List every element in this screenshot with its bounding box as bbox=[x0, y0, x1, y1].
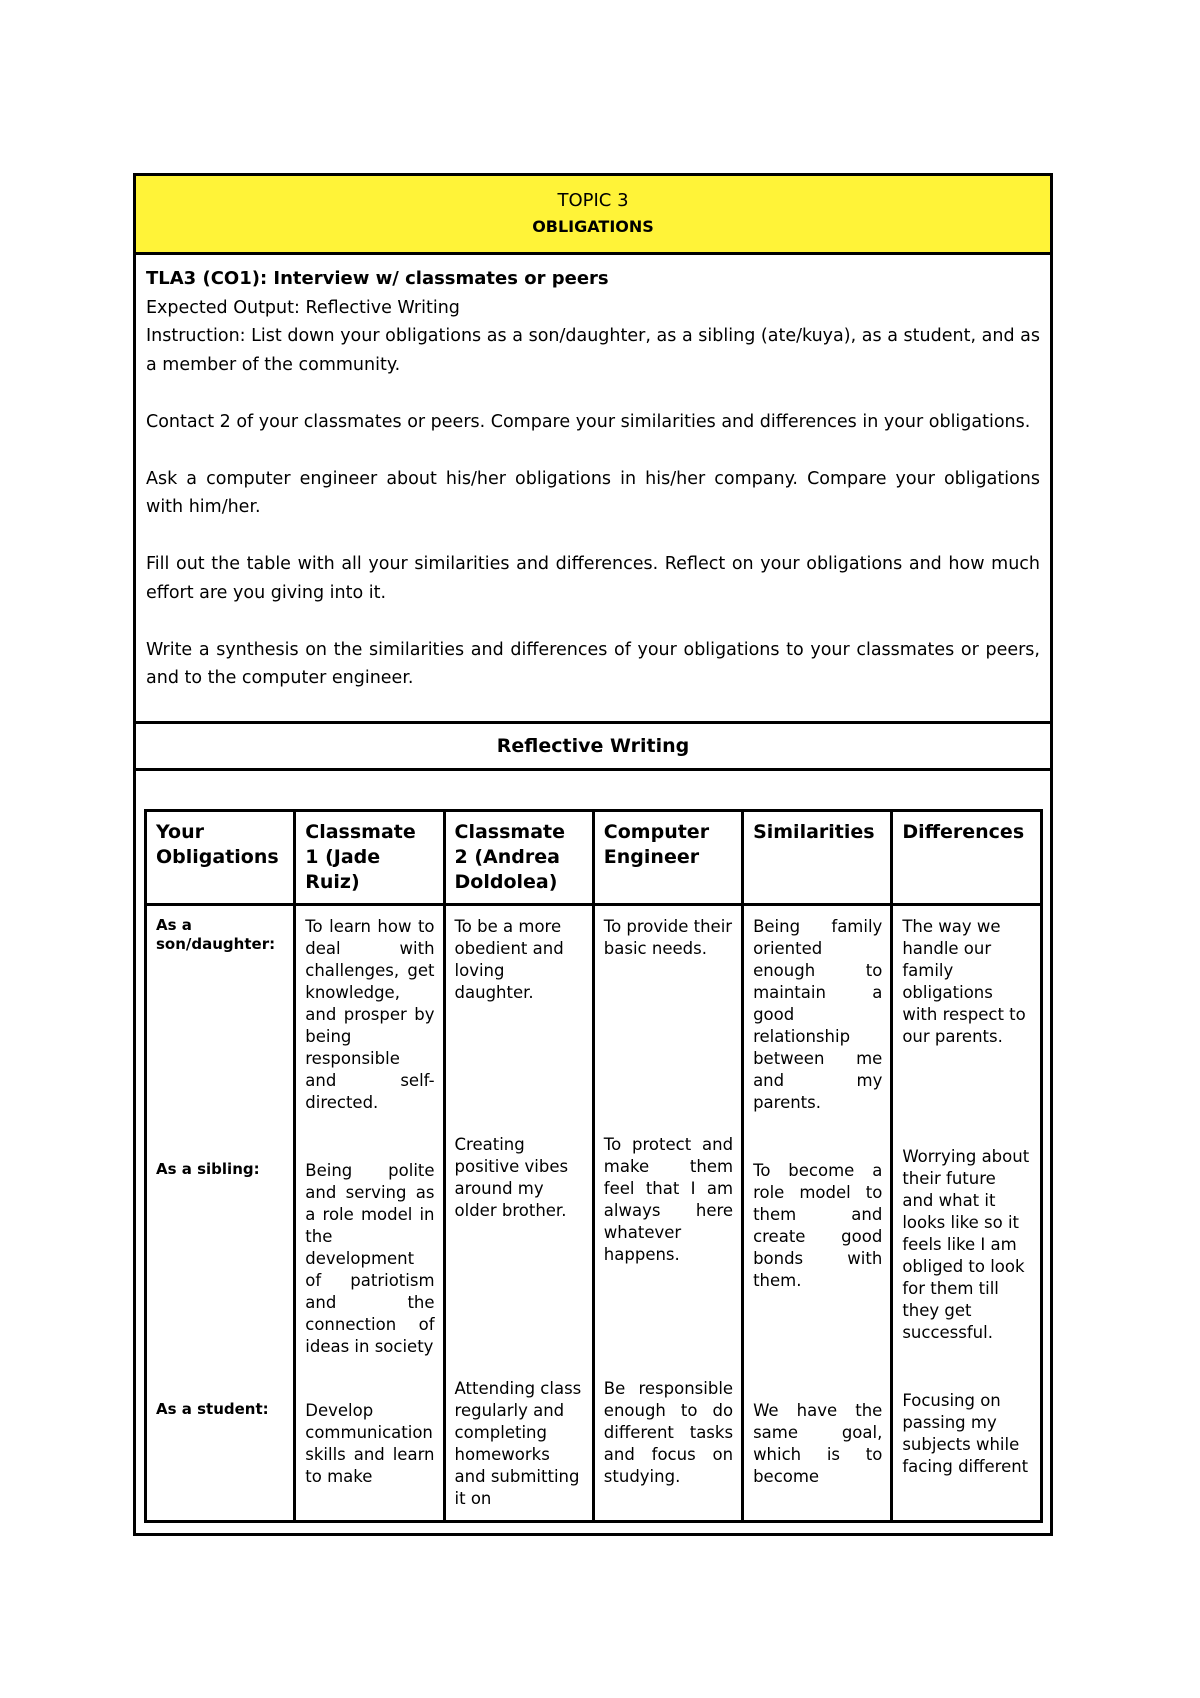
cell-classmate-1: Being polite and serving as a role model in the development of patriotism and the connection of ideas in society bbox=[295, 1124, 444, 1368]
header-classmate-1: Classmate 1 (Jade Ruiz) bbox=[295, 810, 444, 904]
cell-engineer: Be responsible enough to do different tasks and focus on studying. bbox=[593, 1368, 742, 1522]
obligations-table bbox=[144, 809, 1043, 1523]
cell-classmate-2: To be a more obedient and loving daughter. bbox=[444, 904, 593, 1124]
cell-classmate-2: Attending class regularly and completing homeworks and submitting it on bbox=[444, 1368, 593, 1522]
row-role: As a student: bbox=[146, 1368, 295, 1522]
table-row bbox=[146, 1368, 1042, 1522]
table-row bbox=[146, 1124, 1042, 1368]
cell-engineer: To protect and make them feel that I am always here whatever happens. bbox=[593, 1124, 742, 1368]
header-differences: Differences bbox=[892, 810, 1042, 904]
header-classmate-2: Classmate 2 (Andrea Doldolea) bbox=[444, 810, 593, 904]
worksheet bbox=[133, 173, 1053, 1536]
header-computer-engineer: Computer Engineer bbox=[593, 810, 742, 904]
instructions-block bbox=[136, 255, 1050, 724]
tla-heading: TLA3 (CO1): Interview w/ classmates or peers bbox=[146, 268, 609, 289]
fill-text: Fill out the table with all your similarities and differences. Reflect on your obligations and how much effort are you giving into it. bbox=[146, 554, 1040, 603]
reflective-writing-title: Reflective Writing bbox=[136, 724, 1050, 771]
header-your-obligations: Your Obligations bbox=[146, 810, 295, 904]
row-role: As a son/daughter: bbox=[146, 904, 295, 1124]
cell-engineer: To provide their basic needs. bbox=[593, 904, 742, 1124]
engineer-text: Ask a computer engineer about his/her obligations in his/her company. Compare your obligations with him/her. bbox=[146, 468, 1040, 517]
topic-title: TOPIC 3 bbox=[557, 190, 629, 211]
topic-header bbox=[136, 176, 1050, 255]
synthesis-text: Write a synthesis on the similarities and differences of your obligations to your classmates or peers, and to the computer engineer. bbox=[146, 639, 1040, 688]
cell-differences: Focusing on passing my subjects while facing different bbox=[892, 1368, 1042, 1522]
table-header-row bbox=[146, 810, 1042, 904]
table-row bbox=[146, 904, 1042, 1124]
cell-similarities: To become a role model to them and create good bonds with them. bbox=[743, 1124, 892, 1368]
cell-similarities: We have the same goal, which is to become bbox=[743, 1368, 892, 1522]
row-role: As a sibling: bbox=[146, 1124, 295, 1368]
contact-text: Contact 2 of your classmates or peers. Compare your similarities and differences in your obligations. bbox=[146, 411, 1031, 432]
cell-classmate-1: Develop communication skills and learn to make bbox=[295, 1368, 444, 1522]
cell-classmate-2: Creating positive vibes around my older brother. bbox=[444, 1124, 593, 1368]
header-similarities: Similarities bbox=[743, 810, 892, 904]
topic-subtitle: OBLIGATIONS bbox=[532, 217, 654, 236]
cell-differences: Worrying about their future and what it looks like so it feels like I am obliged to look for them till they get successful. bbox=[892, 1124, 1042, 1368]
cell-similarities: Being family oriented enough to maintain a good relationship between me and my parents. bbox=[743, 904, 892, 1124]
cell-classmate-1: To learn how to deal with challenges, get knowledge, and prosper by being responsible and self-directed. bbox=[295, 904, 444, 1124]
instruction-text: Instruction: List down your obligations as a son/daughter, as a sibling (ate/kuya), as a student, and as a member of the community. bbox=[146, 326, 1040, 375]
table-wrapper bbox=[136, 771, 1050, 1533]
expected-output: Expected Output: Reflective Writing bbox=[146, 297, 460, 318]
cell-differences: The way we handle our family obligations with respect to our parents. bbox=[892, 904, 1042, 1124]
